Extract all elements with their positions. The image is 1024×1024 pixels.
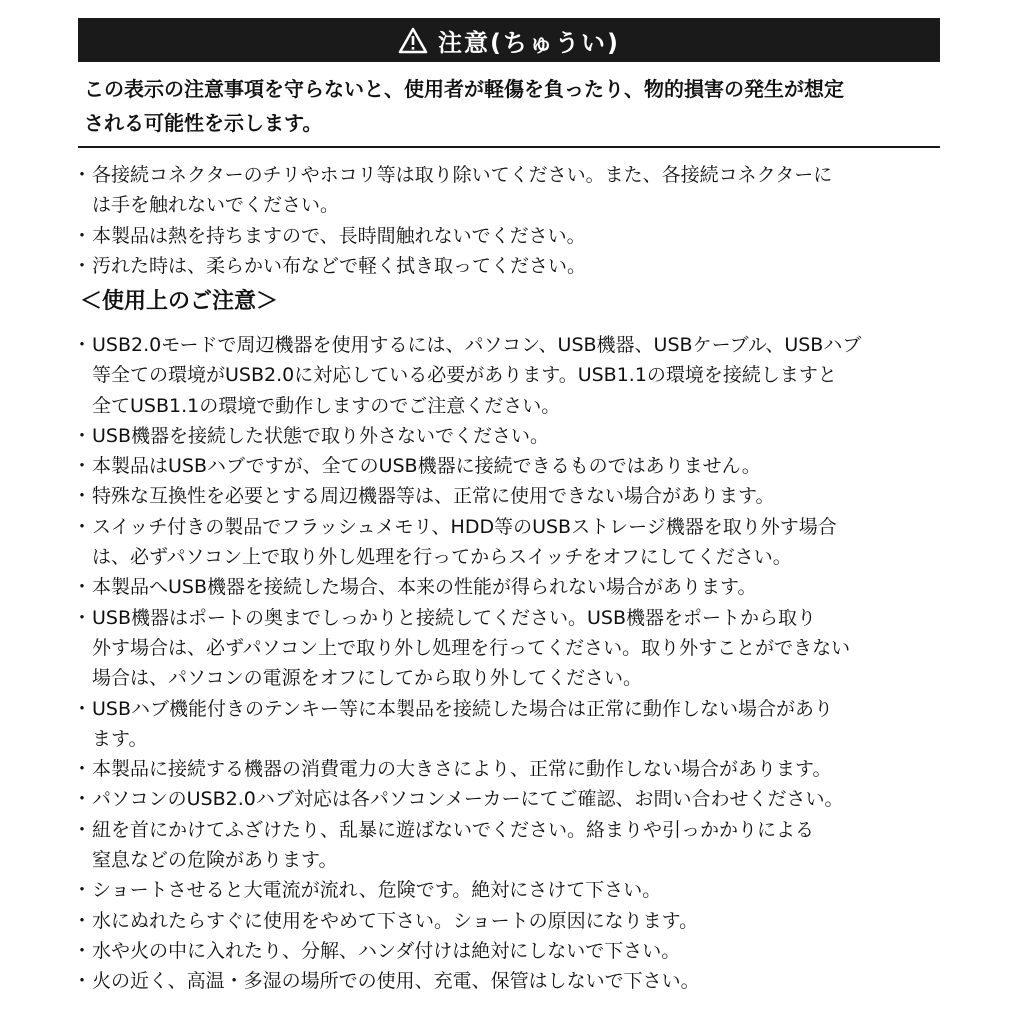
bullet: ・	[72, 224, 92, 247]
bullet: ・	[72, 818, 92, 841]
list-item: ・ 本製品に接続する機器の消費電力の大きさにより、正常に動作しない場合があります。	[72, 754, 952, 784]
usage-caution-list	[72, 330, 952, 997]
list-item: ・ USBハブ機能付きのテンキー等に本製品を接続した場合は正常に動作しない場合があり ます。	[72, 694, 952, 755]
bullet: ・	[72, 485, 92, 508]
intro-line: この表示の注意事項を守らないと、使用者が軽傷を負ったり、物的損害の発生が想定	[84, 77, 844, 101]
bullet: ・	[72, 697, 92, 720]
bullet: ・	[72, 455, 92, 478]
bullet: ・	[72, 758, 92, 781]
list-item: ・ 各接続コネクターのチリやホコリ等は取り除いてください。また、各接続コネクターに は手を触れないでください。	[72, 160, 952, 221]
list-item: ・ 水にぬれたらすぐに使用をやめて下さい。ショートの原因になります。	[72, 906, 952, 936]
bullet: ・	[72, 254, 92, 277]
list-item: ・ 汚れた時は、柔らかい布などで軽く拭き取ってください。	[72, 251, 952, 281]
list-item: ・ スイッチ付きの製品でフラッシュメモリ、HDD等のUSBストレージ機器を取り外す場合 は、必ずパソコン上で取り外し処理を行ってからスイッチをオフにしてください。	[72, 512, 952, 573]
list-item: ・ 本製品は熱を持ちますので、長時間触れないでください。	[72, 221, 952, 251]
bullet: ・	[72, 606, 92, 629]
usage-section-heading: ＜使用上のご注意＞	[80, 289, 279, 314]
list-item: ・ 本製品へUSB機器を接続した場合、本来の性能が得られない場合があります。	[72, 572, 952, 602]
list-item: ・ ショートさせると大電流が流れ、危険です。絶対にさけて下さい。	[72, 875, 952, 905]
list-item: ・ 紐を首にかけてふざけたり、乱暴に遊ばないでください。絡まりや引っかかりによる 窒息などの危険があります。	[72, 815, 952, 876]
bullet: ・	[72, 909, 92, 932]
list-item: ・ パソコンのUSB2.0ハブ対応は各パソコンメーカーにてご確認、お問い合わせください。	[72, 784, 952, 814]
general-caution-list	[72, 160, 952, 281]
bullet: ・	[72, 788, 92, 811]
bullet: ・	[72, 970, 92, 993]
bullet: ・	[72, 334, 92, 356]
list-item: ・ 特殊な互換性を必要とする周辺機器等は、正常に使用できない場合があります。	[72, 481, 952, 511]
list-item: ・ USB機器を接続した状態で取り外さないでください。	[72, 421, 952, 451]
caution-intro-text	[84, 72, 934, 140]
list-item: ・ USB機器はポートの奥までしっかりと接続してください。USB機器をポートから取り 外す場合は、必ずパソコン上で取り外し処理を行ってください。取り外すことができない 場合は、パソコンの電源をオフにしてから取り外してください。	[72, 603, 952, 694]
banner-title: 注意(ちゅうい)	[438, 28, 620, 57]
section-divider	[78, 146, 940, 148]
bullet: ・	[72, 164, 92, 186]
list-item: ・ 火の近く、高温・多湿の場所での使用、充電、保管はしないで下さい。	[72, 966, 952, 996]
list-item: ・ 本製品はUSBハブですが、全てのUSB機器に接続できるものではありません。	[72, 451, 952, 481]
warning-triangle-icon	[398, 27, 428, 54]
list-item: ・ USB2.0モードで周辺機器を使用するには、パソコン、USB機器、USBケーブル、USBハブ 等全ての環境がUSB2.0に対応している必要があります。USB1.1の環境を接続しますと 全てUSB1.1の環境で動作しますのでご注意ください。	[72, 330, 952, 421]
bullet: ・	[72, 424, 92, 447]
bullet: ・	[72, 879, 92, 902]
bullet: ・	[72, 576, 92, 599]
bullet: ・	[72, 939, 92, 962]
caution-banner	[78, 18, 940, 62]
intro-line: される可能性を示します。	[84, 111, 323, 135]
bullet: ・	[72, 515, 92, 538]
list-item: ・ 水や火の中に入れたり、分解、ハンダ付けは絶対にしないで下さい。	[72, 936, 952, 966]
